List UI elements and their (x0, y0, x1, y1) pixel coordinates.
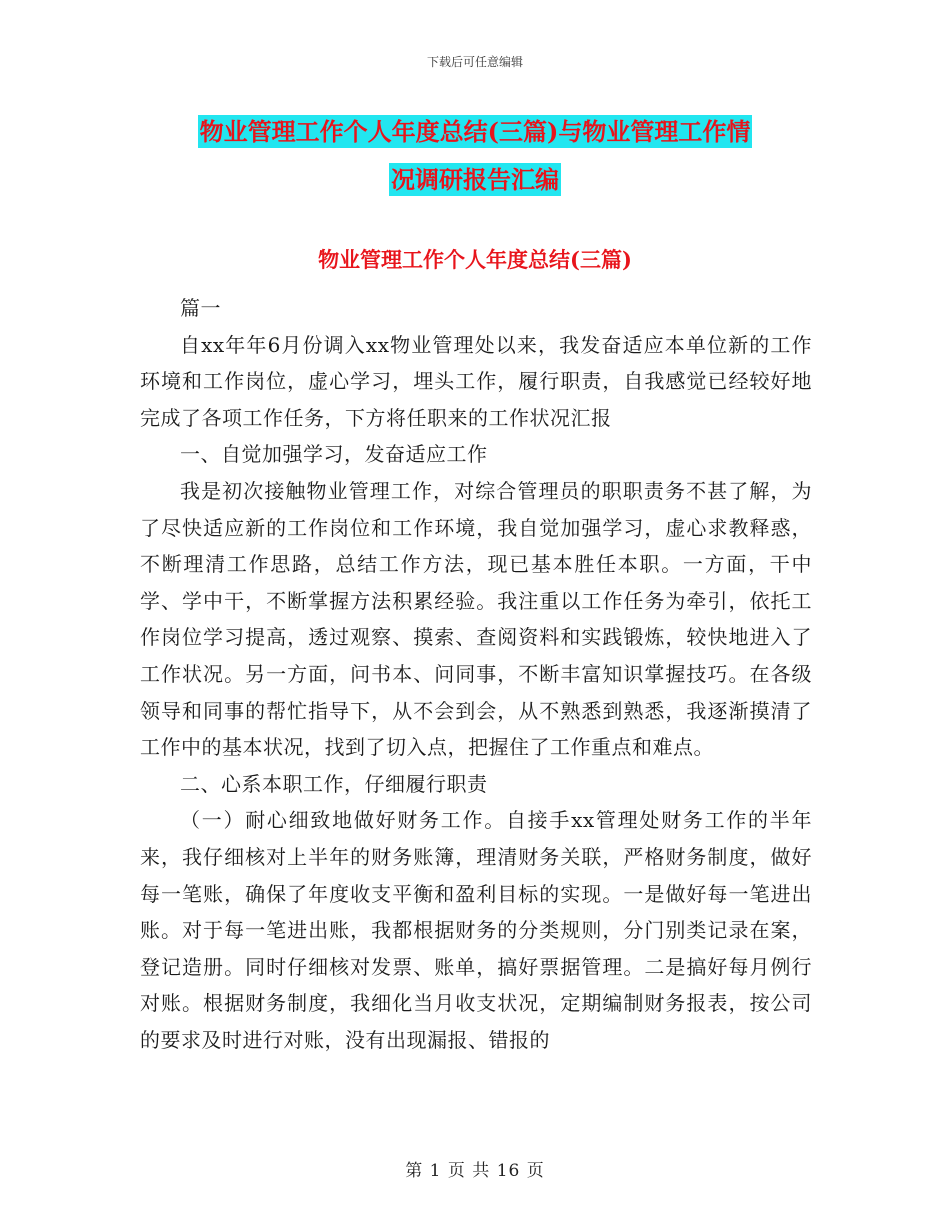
document-title-line-2 (0, 156, 950, 204)
document-body (140, 290, 812, 1058)
paragraph-heading-2: 二、心系本职工作，仔细履行职责 (180, 771, 488, 796)
paragraph-heading-1: 一、自觉加强学习，发奋适应工作 (180, 442, 488, 467)
paragraph-learning: 我是初次接触物业管理工作，对综合管理员的职职责务不甚了解，为了尽快适应新的工作岗位和工作环境，我自觉加强学习，虚心求教释惑，不断理清工作思路，总结工作方法，现已基本胜任本职。一方面，干中学、学中干，不断掌握方法积累经验。我注重以工作任务为牵引，依托工作岗位学习提高，透过观察、摸索、查阅资料和实践锻炼，较快地进入了工作状况。另一方面，问书本、问同事，不断丰富知识掌握技巧。在各级领导和同事的帮忙指导下，从不会到会，从不熟悉到熟悉，我逐渐摸清了工作中的基本状况，找到了切入点，把握住了工作重点和难点。 (140, 478, 812, 760)
title-highlight-1: 物业管理工作个人年度总结(三篇)与物业管理工作情 (199, 117, 751, 146)
page-footer: 第 1 页 共 16 页 (405, 1161, 545, 1181)
title-highlight-2: 况调研报告汇编 (391, 165, 559, 194)
paragraph-part-label: 篇一 (180, 296, 221, 320)
paragraph-intro: 自xx年年6月份调入xx物业管理处以来，我发奋适应本单位新的工作环境和工作岗位，虚心学习，埋头工作，履行职责，自我感觉已经较好地完成了各项工作任务，下方将任职来的工作状况汇报 (140, 332, 812, 430)
document-title (0, 108, 950, 204)
document-title-line-1 (0, 108, 950, 156)
header-note: 下载后可任意编辑 (426, 55, 523, 69)
section-title: 物业管理工作个人年度总结(三篇) (318, 247, 632, 272)
paragraph-finance: （一）耐心细致地做好财务工作。自接手xx管理处财务工作的半年来，我仔细核对上半年的财务账簿，理清财务关联，严格财务制度，做好每一笔账，确保了年度收支平衡和盈利目标的实现。一是做好每一笔进出账。对于每一笔进出账，我都根据财务的分类规则，分门别类记录在案，登记造册。同时仔细核对发票、账单，搞好票据管理。二是搞好每月例行对账。根据财务制度，我细化当月收支状况，定期编制财务报表，按公司的要求及时进行对账，没有出现漏报、错报的 (140, 808, 812, 1052)
